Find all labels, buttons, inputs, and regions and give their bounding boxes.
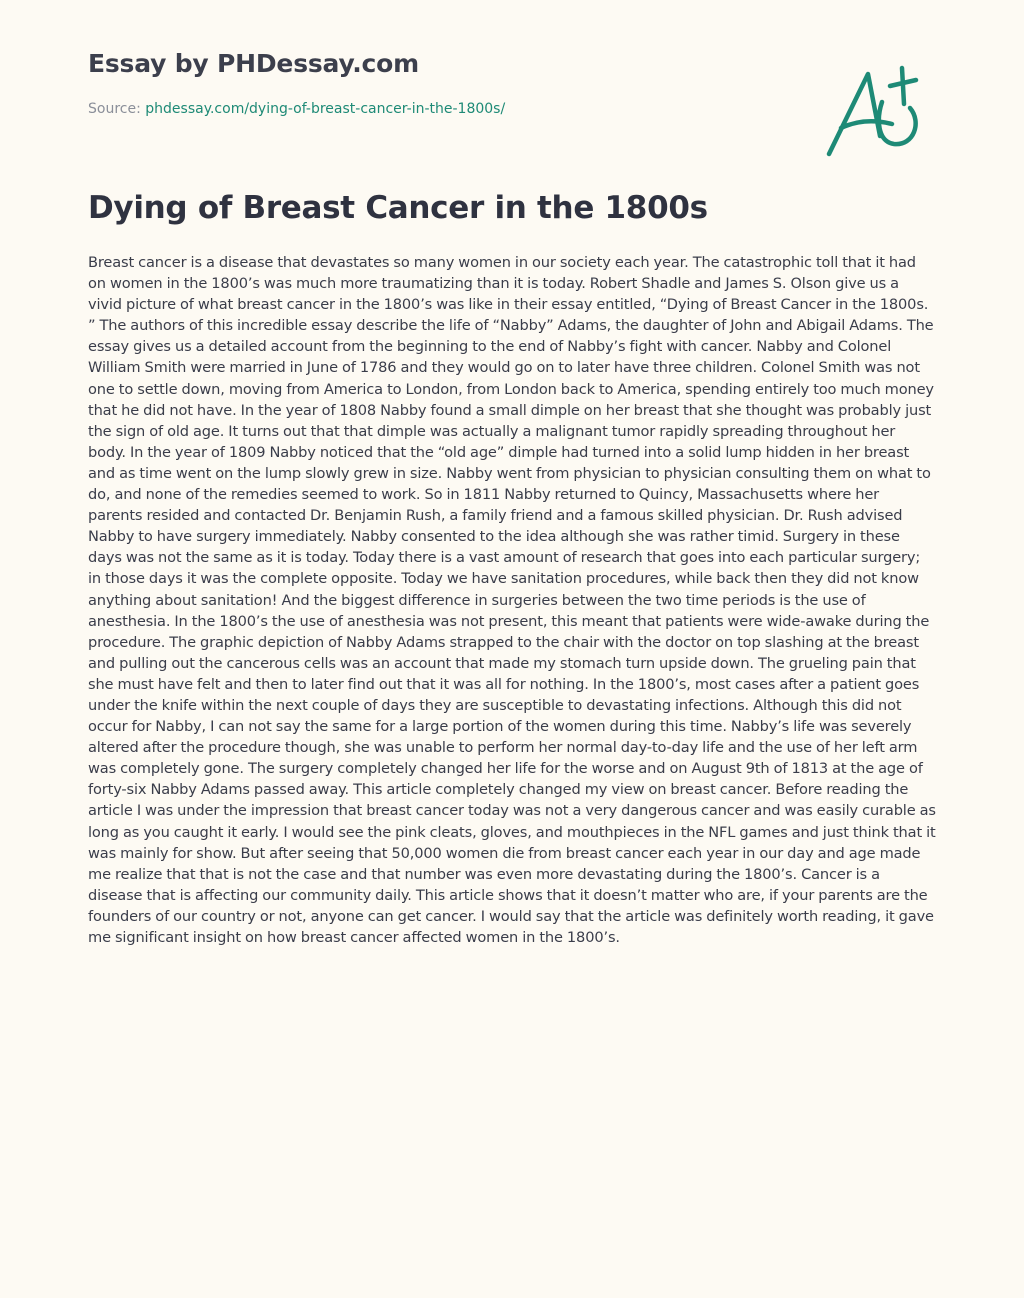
a-plus-logo-icon (824, 64, 928, 160)
essay-title: Dying of Breast Cancer in the 1800s (88, 190, 708, 226)
source-label: Source: (88, 101, 146, 117)
source-line (88, 101, 505, 117)
site-title: Essay by PHDessay.com (88, 49, 419, 78)
source-link[interactable]: phdessay.com/dying-of-breast-cancer-in-the-1800s/ (145, 101, 506, 117)
essay-body: Breast cancer is a disease that devastates so many women in our society each year. The catastrophic toll that it had on women in the 1800’s was much more traumatizing than it is today. Robert Shadle and James S. Olson give us a vivid picture of what breast cancer in the 1800’s was like in their essay entitled, “Dying of Breast Cancer in the 1800s. ” The authors of this incredible essay describe the life of “Nabby” Adams, the daughter of John and Abigail Adams. The essay gives us a detailed account from the beginning to the end of Nabby’s fight with cancer. Nabby and Colonel William Smith were married in June of 1786 and they would go on to later have three children. Colonel Smith was not one to settle down, moving from America to London, from London back to America, spending entirely too much money that he did not have. In the year of 1808 Nabby found a small dimple on her breast that she thought was probably just the sign of old age. It turns out that that dimple was actually a malignant tumor rapidly spreading throughout her body. In the year of 1809 Nabby noticed that the “old age” dimple had turned into a solid lump hidden in her breast and as time went on the lump slowly grew in size. Nabby went from physician to physician consulting them on what to do, and none of the remedies seemed to work. So in 1811 Nabby returned to Quincy, Massachusetts where her parents resided and contacted Dr. Benjamin Rush, a family friend and a famous skilled physician. Dr. Rush advised Nabby to have surgery immediately. Nabby consented to the idea although she was rather timid. Surgery in these days was not the same as it is today. Today there is a vast amount of research that goes into each particular surgery; in those days it was the complete opposite. Today we have sanitation procedures, while back then they did not know anything about sanitation! And the biggest difference in surgeries between the two time periods is the use of anesthesia. In the 1800’s the use of anesthesia was not present, this meant that patients were wide-awake during the procedure. The graphic depiction of Nabby Adams strapped to the chair with the doctor on top slashing at the breast and pulling out the cancerous cells was an account that made my stomach turn upside down. The grueling pain that she must have felt and then to later find out that it was all for nothing. In the 1800’s, most cases after a patient goes under the knife within the next couple of days they are susceptible to devastating infections. Although this did not occur for Nabby, I can not say the same for a large portion of the women during this time. Nabby’s life was severely altered after the procedure though, she was unable to perform her normal day-to-day life and the use of her left arm was completely gone. The surgery completely changed her life for the worse and on August 9th of 1813 at the age of forty-six Nabby Adams passed away. This article completely changed my view on breast cancer. Before reading the article I was under the impression that breast cancer today was not a very dangerous cancer and was easily curable as long as you caught it early. I would see the pink cleats, gloves, and mouthpieces in the NFL games and just think that it was mainly for show. But after seeing that 50,000 women die from breast cancer each year in our day and age made me realize that that is not the case and that number was even more devastating during the 1800’s. Cancer is a disease that is affecting our community daily. This article shows that it doesn’t matter who are, if your parents are the founders of our country or not, anyone can get cancer. I would say that the article was definitely worth reading, it gave me significant insight on how breast cancer affected women in the 1800’s. (88, 254, 936, 946)
